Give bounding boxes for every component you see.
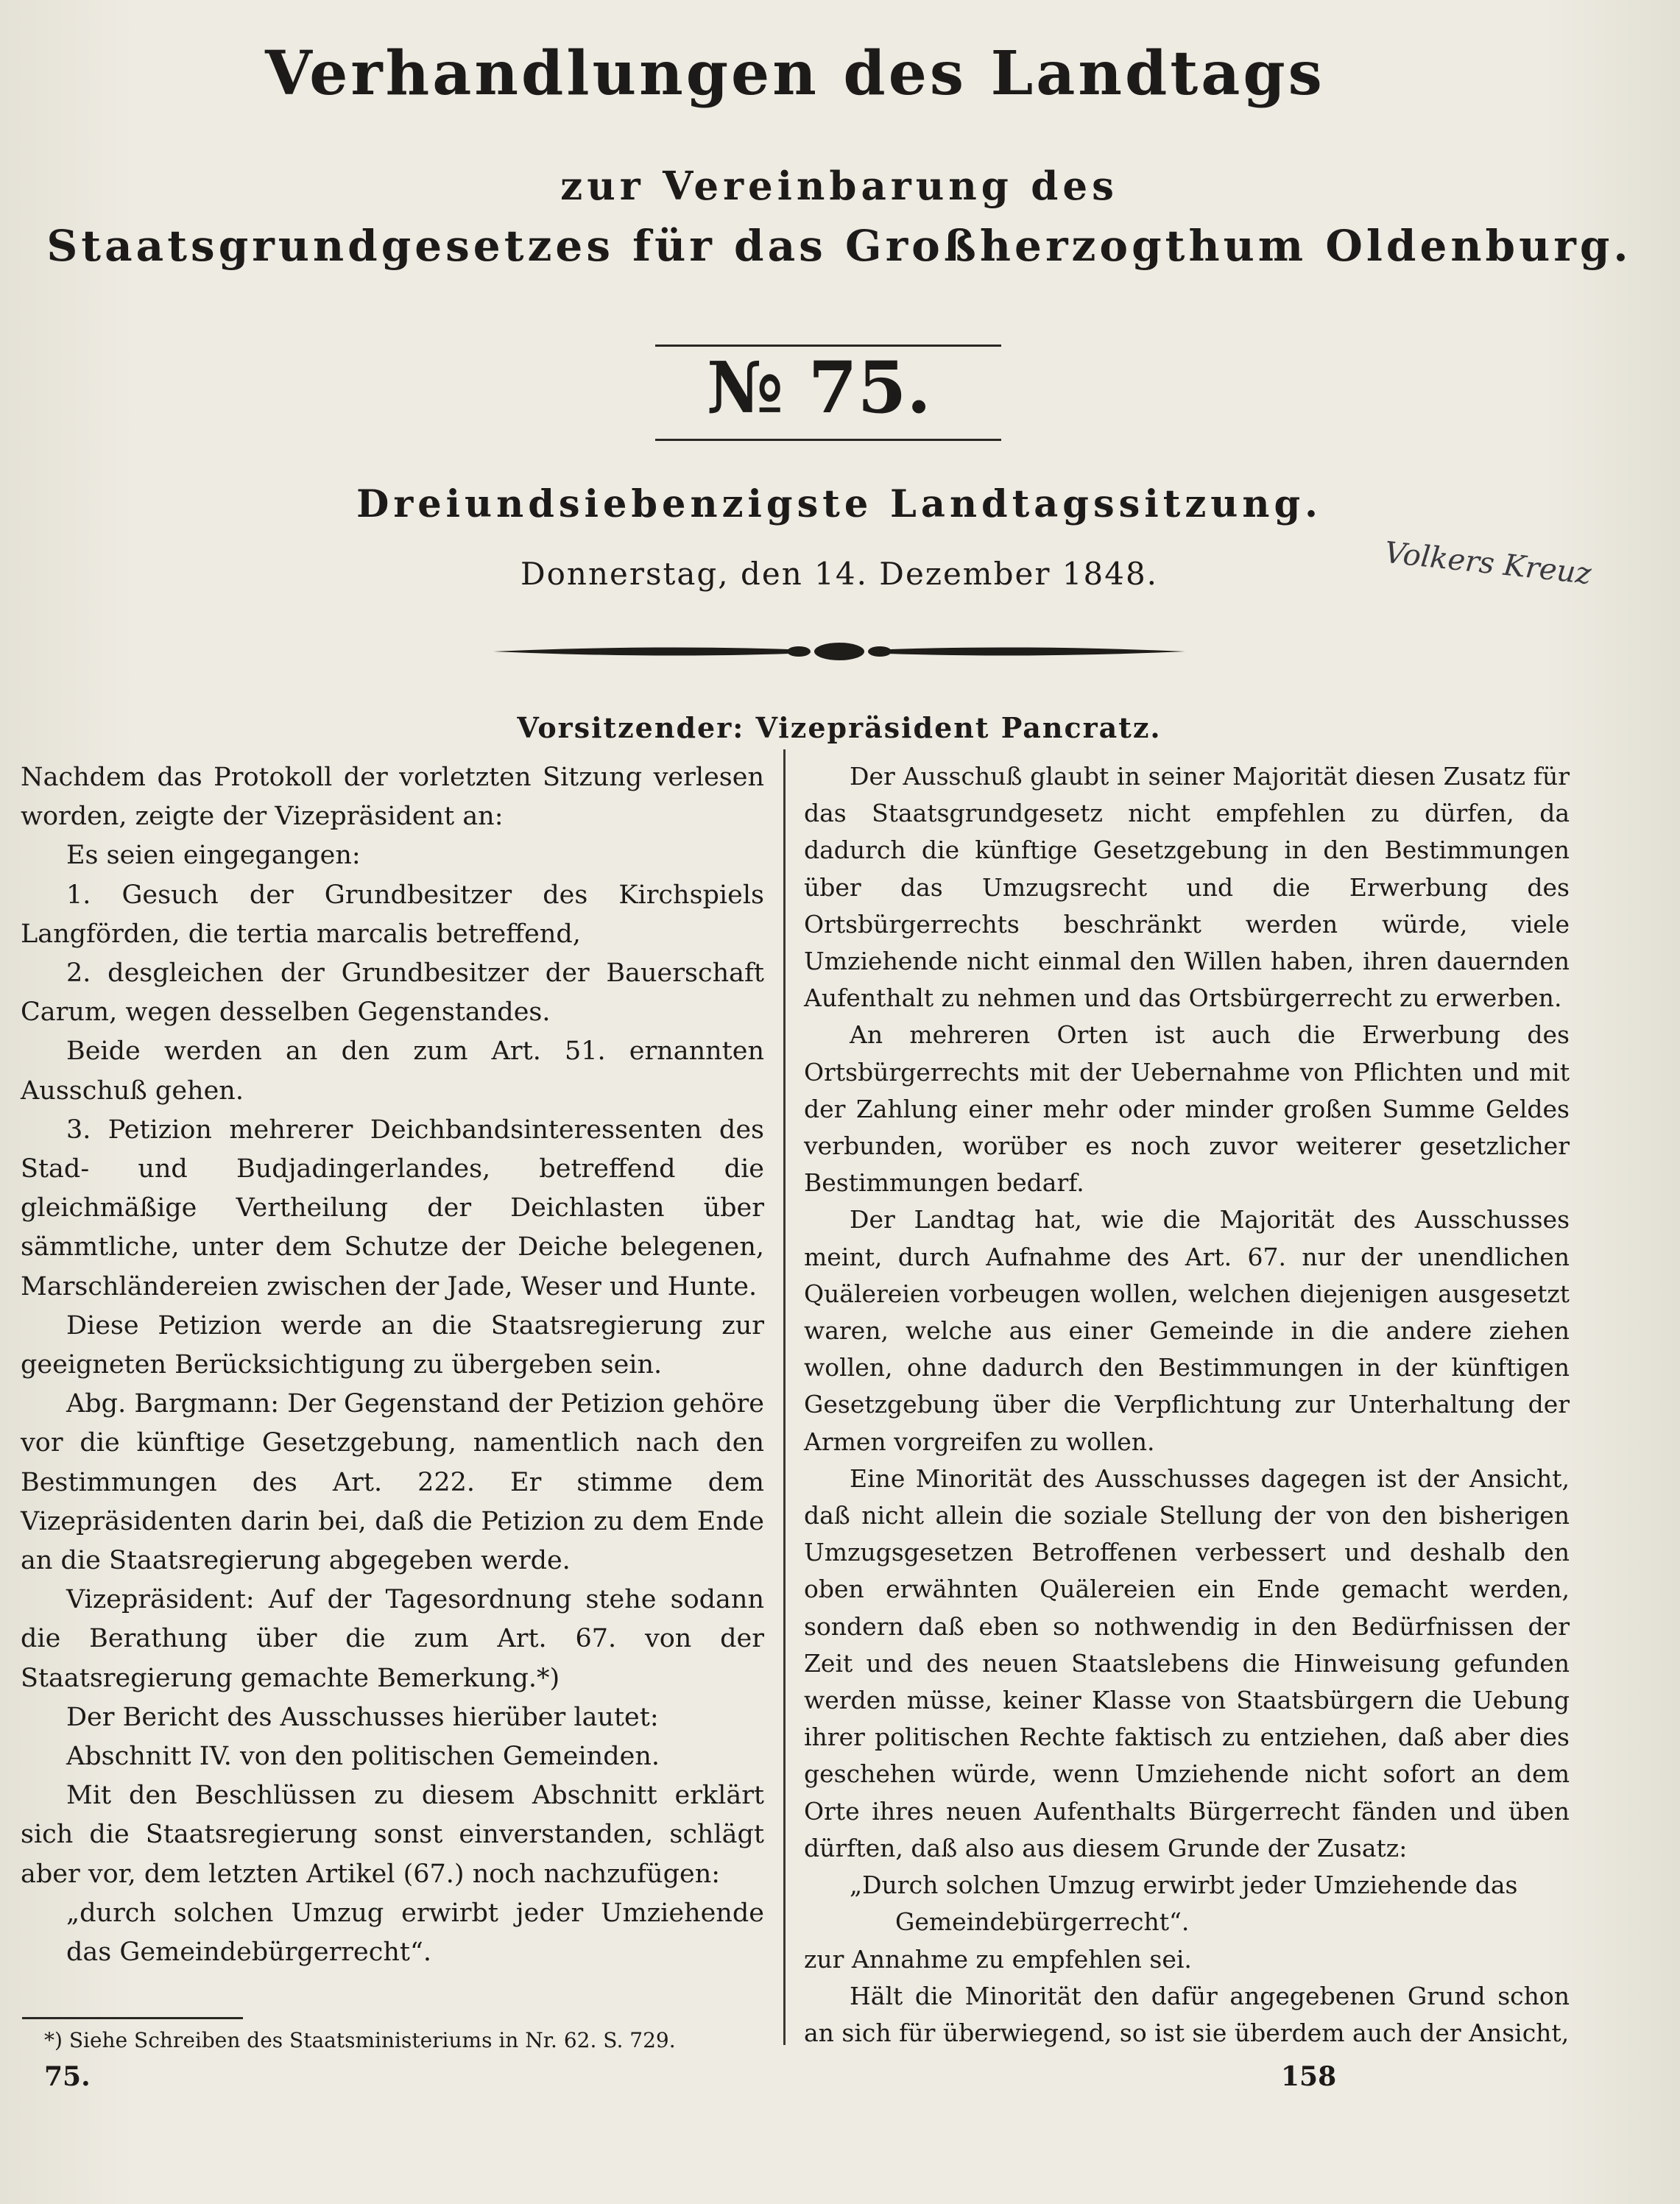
issue-number: № 75.: [707, 346, 931, 429]
paragraph: 1. Gesuch der Grundbesitzer des Kirchspiels Langförden, die tertia marcalis betreffend,: [21, 880, 764, 949]
paragraph: Abg. Bargmann: Der Gegenstand der Petizion gehöre vor die künftige Gesetzgebung, namentlich nach den Bestimmungen des Art. 222. Er stimme dem Vizepräsidenten darin bei, daß die Petizion zu dem Ende an die Staatsregierung abgegeben werde.: [21, 1389, 764, 1576]
paragraph: Es seien eingegangen:: [66, 841, 361, 871]
chair-line: Vorsitzender: Vizepräsident Pancratz.: [517, 711, 1162, 744]
footnote-rule: [22, 2017, 243, 2019]
paragraph: Beide werden an den zum Art. 51. ernannten Ausschuß gehen.: [21, 1036, 764, 1106]
paragraph: zur Annahme zu empfehlen sei.: [804, 1944, 1192, 1974]
sheet-number: 75.: [44, 2061, 91, 2092]
session-title: Dreiundsiebenzigste Landtagssitzung.: [356, 482, 1322, 526]
paragraph: Mit den Beschlüssen zu diesem Abschnitt erklärt sich die Staatsregierung sonst einverstanden, schlägt aber vor, dem letzten Artikel (67.) noch nachzufügen:: [21, 1781, 764, 1889]
paragraph: Gemeindebürgerrecht“.: [895, 1907, 1190, 1937]
masthead-subtitle: zur Vereinbarung des: [560, 163, 1118, 209]
paragraph: Der Landtag hat, wie die Majorität des Ausschusses meint, durch Aufnahme des Art. 67. nur der unendlichen Quälereien vorbeugen wollen, welchen diejenigen ausgesetzt waren, welche aus einer Gemeinde in die andere ziehen wollen, ohne dadurch den Bestimmungen in der künftigen Gesetzgebung über die Verpflichtung zur Unterhaltung der Armen vorgreifen zu wollen.: [804, 1205, 1570, 1456]
paragraph: „durch solchen Umzug erwirbt jeder Umziehende das Gemeindebürgerrecht“.: [66, 1898, 764, 1968]
paragraph: „Durch solchen Umzug erwirbt jeder Umziehende das: [850, 1871, 1518, 1900]
paragraph: Eine Minorität des Ausschusses dagegen ist der Ansicht, daß nicht allein die soziale Stellung der von den bisherigen Umzugsgesetzen Betroffenen verbessert und deshalb den oben erwähnten Quälereien ein Ende gemacht werden, sondern daß eben so nothwendig in den Bedürfnissen der Zeit und des neuen Staatslebens die Hinweisung gefunden werden müsse, keiner Klasse von Staatsbürgern die Uebung ihrer politischen Rechte faktisch zu entziehen, daß aber dies geschehen würde, wenn Umziehende nicht sofort an dem Orte ihres neuen Aufenthalts Bürgerrecht fänden und üben dürften, daß also aus diesem Grunde der Zusatz:: [804, 1463, 1570, 1862]
paragraph: Der Ausschuß glaubt in seiner Majorität diesen Zusatz für das Staatsgrundgesetz nicht empfehlen zu dürfen, da dadurch die künftige Gesetzgebung in den Bestimmungen über das Umzugsrecht und die Erwerbung des Ortsbürgerrechts beschränkt werden würde, viele Umziehende nicht einmal den Willen haben, ihren dauernden Aufenthalt zu nehmen und das Ortsbürgerrecht zu erwerben.: [804, 762, 1570, 1013]
ornamental-rule: [486, 629, 1193, 674]
masthead-title: Verhandlungen des Landtags: [265, 38, 1325, 109]
paragraph: Hält die Minorität den dafür angegebenen Grund schon an sich für überwiegend, so ist sie überdem auch der Ansicht,: [804, 1981, 1570, 2047]
left-column: [21, 758, 764, 1972]
issue-rule-bottom: [655, 439, 1001, 441]
footnote: *) Siehe Schreiben des Staatsministeriums in Nr. 62. S. 729.: [44, 2028, 676, 2052]
column-divider: [783, 749, 786, 2045]
handwritten-margin-note: Volkers Kreuz: [1383, 535, 1593, 592]
paragraph: Diese Petizion werde an die Staatsregierung zur geeigneten Berücksichtigung zu übergeben sein.: [21, 1310, 764, 1380]
paragraph: Der Bericht des Ausschusses hierüber lautet:: [66, 1702, 659, 1732]
session-date: Donnerstag, den 14. Dezember 1848.: [520, 556, 1159, 592]
paragraph: 2. desgleichen der Grundbesitzer der Bauerschaft Carum, wegen desselben Gegenstandes.: [21, 958, 764, 1028]
paragraph: Nachdem das Protokoll der vorletzten Sitzung verlesen worden, zeigte der Vizepräsident an:: [21, 763, 764, 832]
page-number: 158: [1281, 2061, 1337, 2092]
paragraph: Abschnitt IV. von den politischen Gemeinden.: [66, 1742, 660, 1772]
paragraph: An mehreren Orten ist auch die Erwerbung des Ortsbürgerrechts mit der Uebernahme von Pflichten und mit der Zahlung einer mehr oder minder großen Summe Geldes verbunden, worüber es noch zuvor weiterer gesetzlicher Bestimmungen bedarf.: [804, 1020, 1570, 1198]
paragraph: 3. Petizion mehrerer Deichbandsinteressenten des Stad- und Budjadingerlandes, betreffend die gleichmäßige Vertheilung der Deichlasten über sämmtliche, unter dem Schutze der Deiche belegenen, Marschländereien zwischen der Jade, Weser und Hunte.: [21, 1115, 764, 1301]
right-column: [804, 758, 1570, 2052]
masthead-state: Staatsgrundgesetzes für das Großherzogthum Oldenburg.: [46, 221, 1632, 271]
paragraph: Vizepräsident: Auf der Tagesordnung stehe sodann die Berathung über die zum Art. 67. von der Staatsregierung gemachte Bemerkung.*): [21, 1585, 764, 1693]
